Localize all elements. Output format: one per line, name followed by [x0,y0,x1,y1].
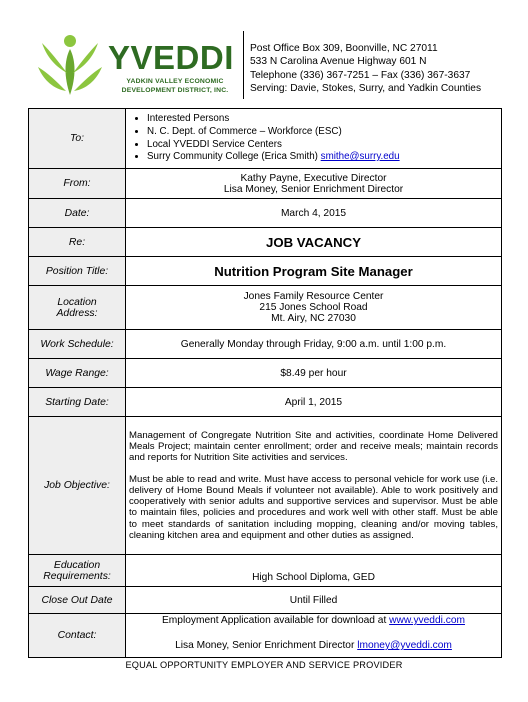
equal-opportunity-footer: EQUAL OPPORTUNITY EMPLOYER AND SERVICE PROVIDER [125,660,403,670]
objective-row [29,417,502,555]
contact-email-link[interactable]: lmoney@yveddi.com [357,640,452,651]
date-value: March 4, 2015 [126,199,502,228]
education-row [29,555,502,587]
location-label [29,286,126,330]
yveddi-logo [28,33,242,97]
logo-subtitle-line-2: DEVELOPMENT DISTRICT, INC. [121,87,229,94]
from-line: Kathy Payne, Executive Director [240,172,387,184]
contact-person: Lisa Money, Senior Enrichment Director [175,640,358,651]
contact-row [29,614,502,658]
position-label: Position Title: [29,257,126,286]
position-row [29,257,502,286]
logo-wordmark: YVEDDI [108,39,234,76]
to-label: To: [29,109,126,169]
start-row [29,388,502,417]
from-line: Lisa Money, Senior Enrichment Director [223,183,404,195]
schedule-label: Work Schedule: [29,330,126,359]
address-block [250,42,481,95]
objective-label: Job Objective: [29,417,126,555]
service-area-line: Serving: Davie, Stokes, Surry, and Yadkin Counties [250,82,482,94]
paragraph-spacer [129,464,498,474]
wage-value: $8.49 per hour [126,359,502,388]
to-row [29,109,502,169]
header-divider [243,31,244,99]
application-text: Employment Application available for download at [162,615,390,626]
wage-label: Wage Range: [29,359,126,388]
line-spacer [129,626,498,640]
from-value [126,169,502,199]
address-line: Post Office Box 309, Boonville, NC 27011 [250,43,438,54]
location-value [126,286,502,330]
job-vacancy-table [28,108,502,658]
re-label: Re: [29,228,126,257]
objective-paragraph: Management of Congregate Nutrition Site and activities, coordinate Home Delivered Meals Project; maintain center enrollment; order and receive meals; maintain records and reports for Nutrition Site activities and services. [129,430,498,464]
start-label: Starting Date: [29,388,126,417]
recipient-item [147,151,498,164]
contact-value [126,614,502,658]
location-line: Mt. Airy, NC 27030 [271,313,356,324]
re-value: JOB VACANCY [126,228,502,257]
objective-value [126,417,502,555]
recipient-item: • N. C. Dept. of Commerce – Workforce (ESC) [147,126,498,139]
closeout-label: Close Out Date [29,587,126,614]
education-label-line: Education [53,559,101,571]
telephone-line: Telephone (336) 367-7251 – Fax (336) 367-3637 [250,69,471,81]
recipient-email-link[interactable]: smithe@surry.edu [320,151,400,163]
closeout-value: Until Filled [126,587,502,614]
website-link[interactable]: www.yveddi.com [389,615,465,626]
wage-row [29,359,502,388]
logo-subtitle [110,77,240,95]
start-value: April 1, 2015 [126,388,502,417]
education-label [29,555,126,587]
contact-label: Contact: [29,614,126,658]
recipient-item: • Local YVEDDI Service Centers [147,139,498,152]
location-row [29,286,502,330]
schedule-value: Generally Monday through Friday, 9:00 a.m. until 1:00 p.m. [126,330,502,359]
to-value [126,109,502,169]
from-label: From: [29,169,126,199]
application-line [129,615,498,626]
date-label: Date: [29,199,126,228]
logo-subtitle-line-1: YADKIN VALLEY ECONOMIC [126,78,224,85]
from-row [29,169,502,199]
location-label-line: Location [57,296,97,308]
recipient-item: • Interested Persons [147,113,498,126]
date-row [29,199,502,228]
schedule-row [29,330,502,359]
people-leaf-icon [34,33,106,97]
recipient-name: Surry Community College (Erica Smith) [147,151,321,163]
location-line: 215 Jones School Road [259,302,368,313]
location-line: Jones Family Resource Center [243,291,384,302]
location-label-line: Address: [56,307,98,319]
letterhead [28,33,502,97]
position-value: Nutrition Program Site Manager [126,257,502,286]
closeout-row [29,587,502,614]
re-row [29,228,502,257]
address-line: 533 N Carolina Avenue Highway 601 N [250,56,427,68]
objective-paragraph: Must be able to read and write. Must have access to personal vehicle for work use (i.e. delivery of Home Bound Meals if volunteer not available). Able to work positively and cooperatively with senior adults and supportive services and supervisor. Must be able to maintain files, policies and procedures and work well with other staff. Must be able to meet standards of sanitation including mopping, cleaning and/or moving tables, cleaning kitchen area and equipment and other duties as assigned. [129,473,498,541]
education-label-line: Requirements: [43,570,111,582]
recipient-list [129,113,498,163]
contact-person-line [129,640,498,651]
education-value: High School Diploma, GED [126,555,502,587]
